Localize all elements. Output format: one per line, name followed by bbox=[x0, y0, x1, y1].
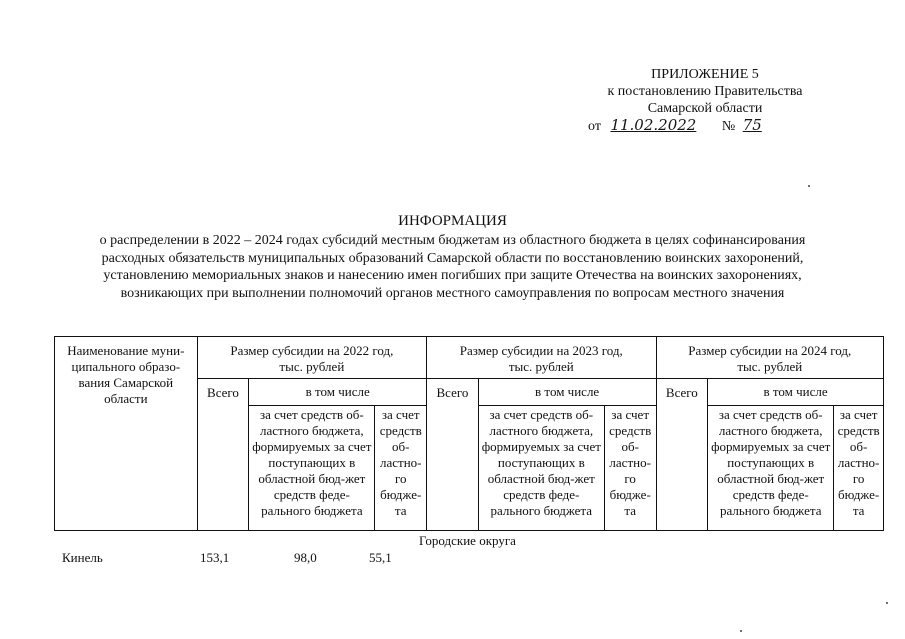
appendix-block bbox=[560, 66, 850, 135]
scan-speck bbox=[740, 630, 742, 632]
row-regional: 55,1 bbox=[369, 550, 392, 565]
total-2022-header: Всего bbox=[197, 379, 249, 531]
number-value: 75 bbox=[742, 116, 762, 134]
col-municipality-header: Наименование муни-ципального образо-вания Самарской области bbox=[55, 337, 198, 531]
row-name: Кинель bbox=[62, 550, 103, 565]
date-number-line bbox=[588, 117, 850, 135]
subtitle-line-3: установлению мемориальных знаков и нанесению имен погибших при защите Отечества на воинских захоронениях, bbox=[103, 268, 802, 283]
regional-2024-header: за счет средств об-ластно-го бюдже-та bbox=[834, 406, 884, 531]
federal-2022-header: за счет средств об-ластного бюджета, формируемых за счет поступающих в областной бюд-жет средств феде-рального бюджета bbox=[249, 406, 375, 531]
subtitle-line-4: возникающих при выполнении полномочий органов местного самоуправления по вопросам местного значения bbox=[120, 285, 785, 301]
scan-speck bbox=[886, 602, 888, 604]
scan-speck bbox=[808, 185, 810, 187]
regional-2023-header: за счет средств об-ластно-го бюдже-та bbox=[604, 406, 656, 531]
col-2022-header: Размер субсидии на 2022 год, тыс. рублей bbox=[197, 337, 426, 379]
col-2023-header: Размер субсидии на 2023 год, тыс. рублей bbox=[427, 337, 656, 379]
row-federal: 98,0 bbox=[294, 550, 317, 565]
date-value: 11.02.2022 bbox=[610, 116, 697, 134]
appendix-title: ПРИЛОЖЕНИЕ 5 bbox=[651, 67, 759, 82]
appendix-line-1: к постановлению Правительства bbox=[607, 84, 803, 99]
total-2023-header: Всего bbox=[427, 379, 479, 531]
including-2024-header: в том числе bbox=[708, 379, 884, 406]
including-2023-header: в том числе bbox=[478, 379, 656, 406]
subtitle-line-2: расходных обязательств муниципальных образований Самарской области по восстановлению воинских захоронений, bbox=[101, 250, 804, 266]
including-2022-header: в том числе bbox=[249, 379, 427, 406]
row-total: 153,1 bbox=[200, 550, 230, 565]
section-heading: Городские округа bbox=[419, 533, 516, 548]
document-title: ИНФОРМАЦИЯ bbox=[398, 213, 507, 229]
federal-2024-header: за счет средств об-ластного бюджета, формируемых за счет поступающих в областной бюд-жет средств феде-рального бюджета bbox=[708, 406, 834, 531]
subtitle-line-1: о распределении в 2022 – 2024 годах субсидий местным бюджетам из областного бюджета в целях софинансирования bbox=[99, 233, 806, 248]
col-2024-header: Размер субсидии на 2024 год, тыс. рублей bbox=[656, 337, 883, 379]
regional-2022-header: за счет средств об-ластно-го бюдже-та bbox=[375, 406, 427, 531]
federal-2023-header: за счет средств об-ластного бюджета, формируемых за счет поступающих в областной бюд-жет средств феде-рального бюджета bbox=[478, 406, 604, 531]
document-subtitle bbox=[30, 232, 875, 302]
total-2024-header: Всего bbox=[656, 379, 708, 531]
date-prefix: от bbox=[588, 119, 601, 134]
subsidy-table-header bbox=[54, 336, 884, 531]
number-prefix: № bbox=[721, 119, 736, 134]
appendix-line-2: Самарской области bbox=[647, 101, 763, 116]
